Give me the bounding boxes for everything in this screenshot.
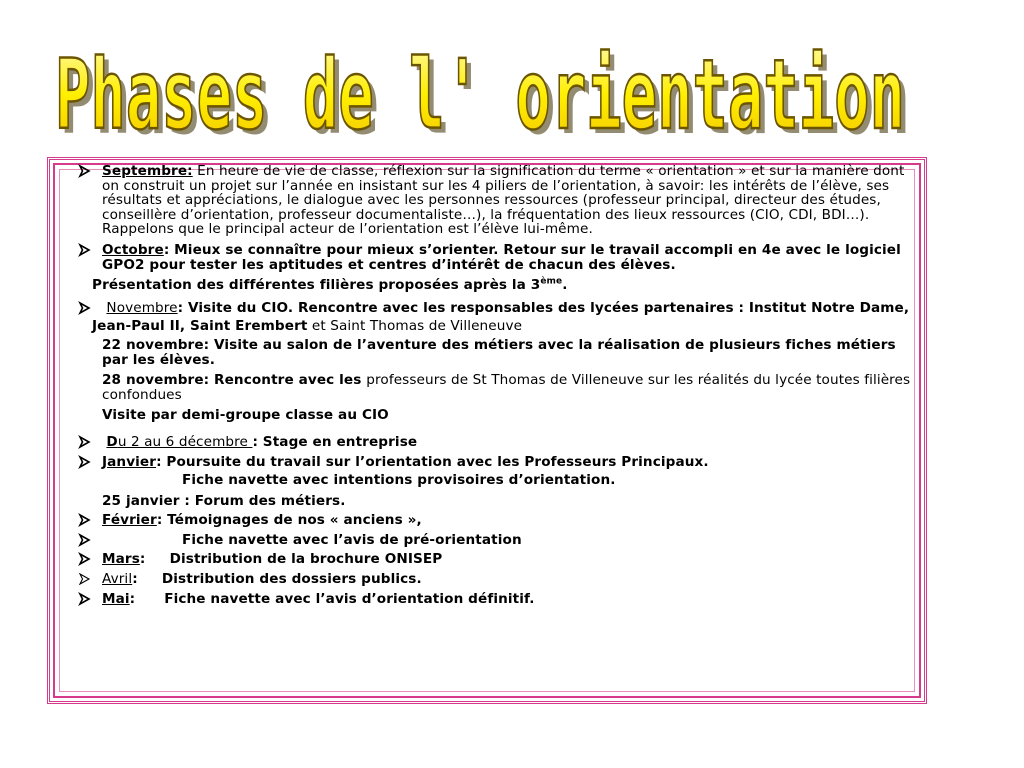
- item-text: : Mieux se connaître pour mieux s’orienter. Retour sur le travail accompli en 4e avec le logiciel GPO2 pour tester les aptitudes et centres d’intérêt de chacun des élèves.: [102, 241, 901, 273]
- item-text: : Fiche navette avec l’avis d’orientation définitif.: [129, 590, 535, 607]
- item-text: : Distribution de la brochure ONISEP: [139, 551, 443, 568]
- schedule-list: [78, 164, 918, 612]
- list-item-fevrier: [78, 513, 918, 528]
- list-item-octobre: [78, 243, 918, 272]
- arrow-bullet-icon: [78, 455, 92, 469]
- list-item-novembre: [78, 301, 918, 316]
- item-text: : Stage en entreprise: [252, 433, 418, 450]
- arrow-bullet-icon: [78, 533, 92, 547]
- arrow-bullet-icon: [78, 243, 92, 257]
- list-item-mai: [78, 592, 918, 607]
- novembre-schools-line: Jean-Paul II, Saint Erembert et Saint Thomas de Villeneuve: [92, 318, 523, 335]
- month-label: Octobre: [102, 241, 164, 258]
- item-text: : Distribution des dossiers publics.: [132, 571, 422, 588]
- list-item-fevrier-fiche: [78, 533, 918, 548]
- title-text: Phases de l' orientation: [55, 39, 905, 150]
- month-label: Janvier: [102, 453, 157, 470]
- novembre-sub-rencontre: 28 novembre: Rencontre avec les professeurs de St Thomas de Villeneuve sur les réalités du lycée toutes filières confondues: [102, 372, 911, 403]
- title-shadow: Phases de l' orientation: [60, 44, 910, 150]
- list-item-avril: [78, 572, 918, 587]
- item-text: : Témoignages de nos « anciens »,: [156, 512, 422, 529]
- month-label: Mars: [102, 551, 140, 568]
- list-item-janvier: [78, 455, 918, 470]
- list-item-septembre: [78, 164, 918, 237]
- arrow-bullet-icon: [78, 164, 92, 178]
- item-text: : Poursuite du travail sur l’orientation avec les Professeurs Principaux.: [156, 453, 709, 470]
- presentation-line: Présentation des différentes filières proposées après la 3ème.: [92, 276, 568, 294]
- month-label: Du 2 au 6 décembre: [106, 433, 253, 450]
- month-label: Mai: [102, 590, 130, 607]
- item-text: Fiche navette avec l’avis de pré-orientation: [182, 531, 522, 548]
- list-item-mars: [78, 552, 918, 567]
- list-item-decembre: [78, 435, 918, 450]
- arrow-bullet-icon: [78, 572, 92, 586]
- arrow-bullet-icon: [78, 552, 92, 566]
- month-label: Avril: [102, 571, 133, 588]
- novembre-sub-visite: Visite par demi-groupe classe au CIO: [102, 407, 389, 424]
- janvier-fiche: Fiche navette avec intentions provisoires d’orientation.: [182, 472, 616, 489]
- novembre-sub-salon: 22 novembre: Visite au salon de l’aventure des métiers avec la réalisation de plusieurs fiches métiers par les élèves.: [102, 336, 896, 368]
- arrow-bullet-icon: [78, 513, 92, 527]
- arrow-bullet-icon: [78, 435, 92, 449]
- month-label: Novembre: [106, 299, 178, 316]
- month-label: Septembre:: [102, 163, 193, 179]
- item-text: : Visite du CIO. Rencontre avec les responsables des lycées partenaires : Institut Notre Dame,: [177, 299, 910, 316]
- month-label: Février: [102, 512, 157, 529]
- item-text: En heure de vie de classe, réflexion sur la signification du terme « orientation » et sur la manière dont on construit un projet sur l’année en insistant sur les 4 piliers de l’orientation, à savoir: les intérêts de l’élève, ses résultats et appréciations, le dialogue avec les personnes ressources (professeur principal, directeur des études, conseillère d’orientation, professeur documentaliste…), la fréquentation des lieux ressources (CIO, CDI, BDI…). Rappelons que le principal acteur de l’orientation est l’élève lui-même.: [102, 163, 905, 238]
- page-title: [30, 30, 930, 150]
- janvier-forum: 25 janvier : Forum des métiers.: [102, 492, 346, 509]
- arrow-bullet-icon: [78, 592, 92, 606]
- arrow-bullet-icon: [78, 301, 92, 315]
